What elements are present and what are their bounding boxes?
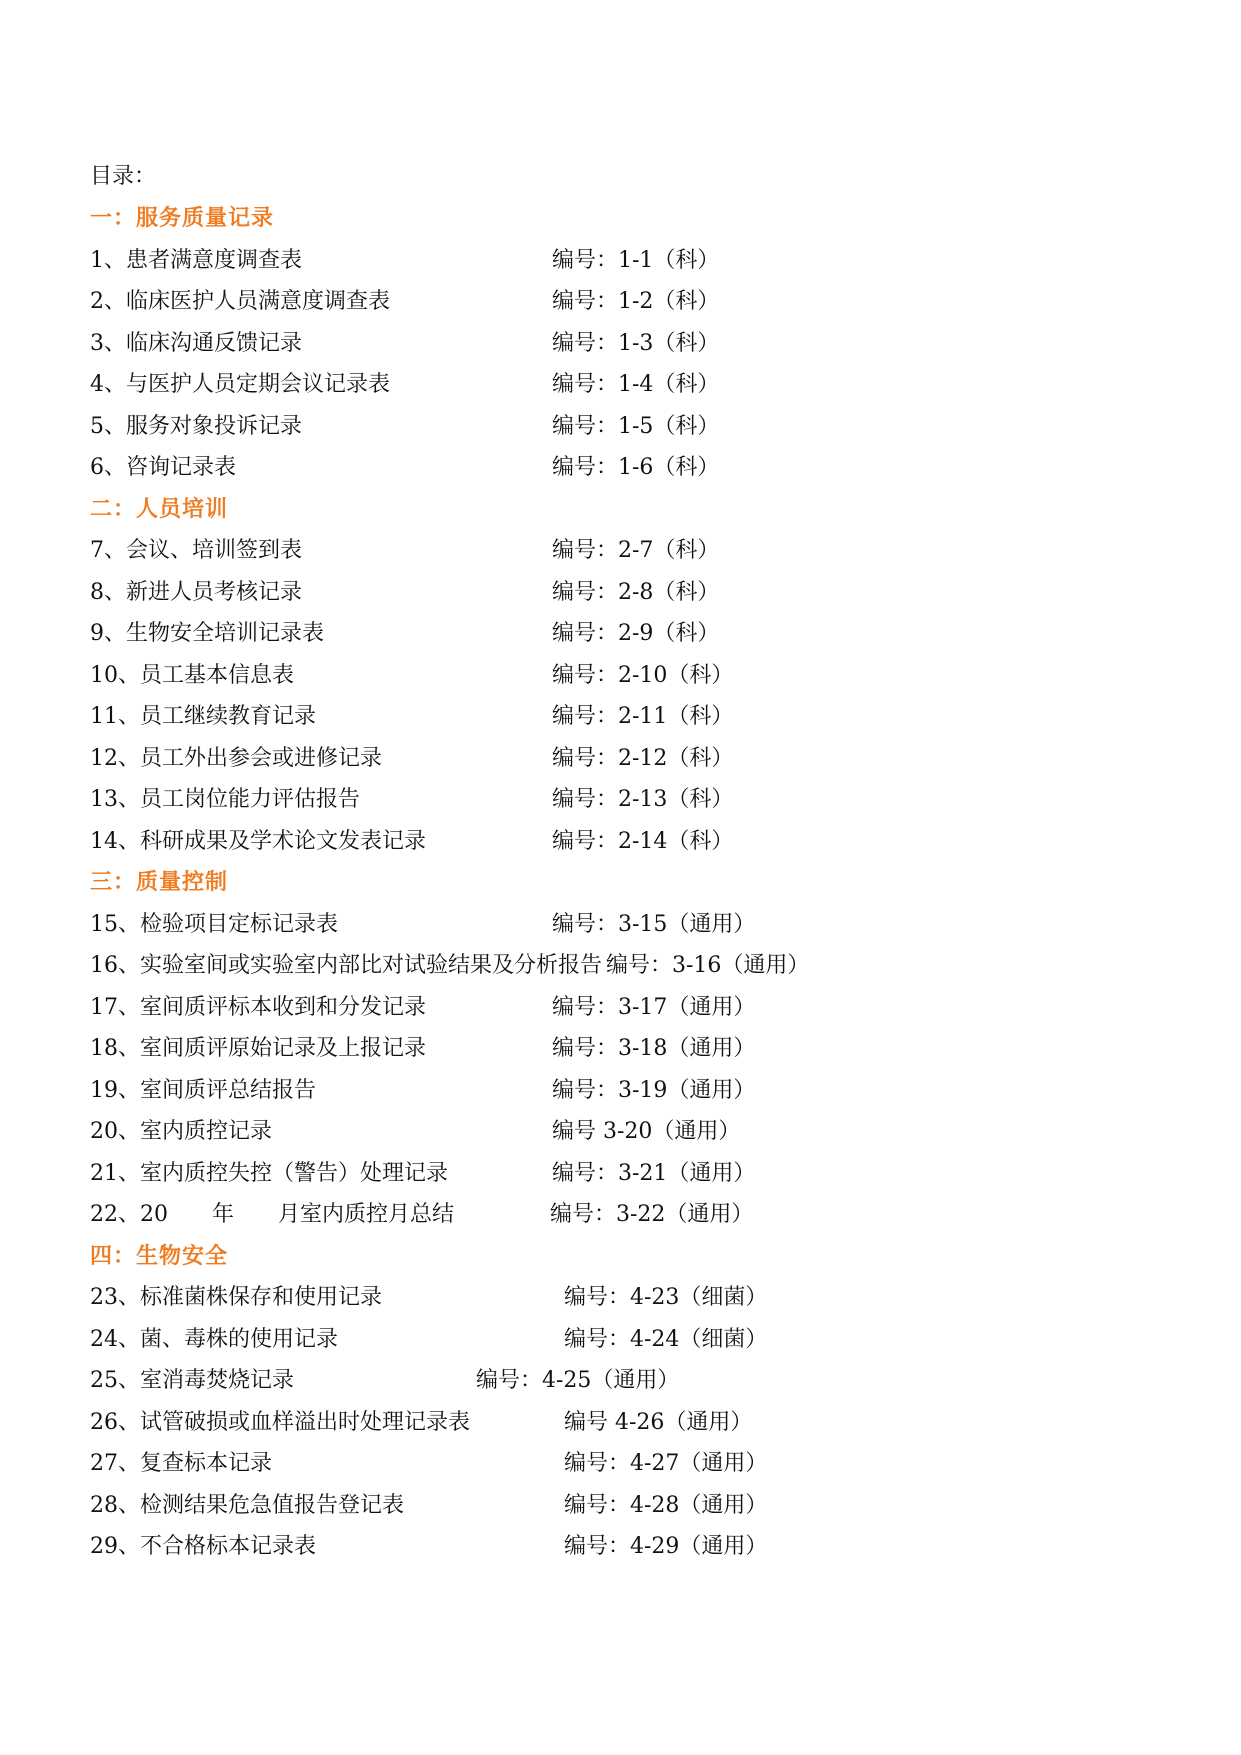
section-heading-text: 二：人员培训 bbox=[90, 495, 229, 522]
toc-entry-label: 29、不合格标本记录表 bbox=[90, 1534, 316, 1559]
toc-entry-code: 编号：4-24（细菌） bbox=[564, 1326, 768, 1352]
toc-entry-code: 编号：3-22（通用） bbox=[550, 1202, 754, 1227]
toc-entry bbox=[0, 904, 1241, 946]
toc-entry bbox=[0, 779, 1241, 821]
toc-entry bbox=[0, 1443, 1241, 1485]
toc-entry-label: 9、生物安全培训记录表 bbox=[90, 621, 324, 646]
toc-entry-code: 编号：4-25（通用） bbox=[476, 1368, 680, 1393]
toc-entry-label: 22、20 年 月室内质控月总结 bbox=[90, 1202, 454, 1227]
toc-entry bbox=[0, 613, 1241, 655]
toc-entry-code: 编号 3-20（通用） bbox=[552, 1119, 741, 1144]
toc-entry bbox=[0, 1028, 1241, 1070]
toc-entry bbox=[0, 447, 1241, 489]
section-heading-text: 四：生物安全 bbox=[90, 1242, 229, 1269]
toc-entry-code: 编号 4-26（通用） bbox=[564, 1409, 753, 1435]
toc-entry-code: 编号：2-14（科） bbox=[552, 828, 734, 854]
toc-entry bbox=[0, 1111, 1241, 1153]
toc-entry-code: 编号：1-6（科） bbox=[552, 455, 720, 480]
toc-entry-code: 编号：2-9（科） bbox=[552, 621, 720, 646]
toc-entry bbox=[0, 738, 1241, 780]
toc-entry-label: 6、咨询记录表 bbox=[90, 455, 236, 480]
toc-entry-label: 18、室间质评原始记录及上报记录 bbox=[90, 1036, 426, 1061]
toc-entry-label: 2、临床医护人员满意度调查表 bbox=[90, 289, 390, 314]
toc-entry-label: 15、检验项目定标记录表 bbox=[90, 911, 338, 937]
toc-entry bbox=[0, 821, 1241, 863]
toc-entry-code: 编号：4-28（通用） bbox=[564, 1492, 768, 1518]
toc-entry-label: 23、标准菌株保存和使用记录 bbox=[90, 1285, 382, 1310]
toc-entry bbox=[0, 572, 1241, 614]
section-heading-text: 三：质量控制 bbox=[90, 869, 229, 895]
toc-entry bbox=[0, 696, 1241, 738]
toc-entry-code: 编号：3-18（通用） bbox=[552, 1036, 756, 1061]
toc-entry bbox=[0, 1194, 1241, 1236]
toc-entry-label: 24、菌、毒株的使用记录 bbox=[90, 1326, 338, 1352]
toc-entry-label: 1、患者满意度调查表 bbox=[90, 247, 302, 273]
toc-entry-code: 编号：1-5（科） bbox=[552, 413, 720, 439]
toc-entry-code: 编号：3-19（通用） bbox=[552, 1077, 756, 1103]
toc-entry bbox=[0, 281, 1241, 323]
toc-entry-label: 17、室间质评标本收到和分发记录 bbox=[90, 994, 426, 1020]
toc-entry-label: 12、员工外出参会或进修记录 bbox=[90, 745, 382, 771]
toc-entry bbox=[0, 364, 1241, 406]
toc-entry-label: 21、室内质控失控（警告）处理记录 bbox=[90, 1160, 448, 1186]
toc-entry-code: 编号：3-21（通用） bbox=[552, 1160, 756, 1186]
toc-entry-code: 编号：3-17（通用） bbox=[552, 994, 756, 1020]
toc-entry bbox=[0, 240, 1241, 282]
toc-entry bbox=[0, 1153, 1241, 1195]
toc-entry-label bbox=[90, 945, 809, 987]
toc-entry-code: 编号：4-23（细菌） bbox=[564, 1285, 768, 1310]
toc-entry bbox=[0, 323, 1241, 365]
toc-entry-code: 编号：3-16（通用） bbox=[606, 953, 810, 978]
toc-entry-code: 编号：2-7（科） bbox=[552, 538, 720, 563]
toc-entry bbox=[0, 945, 1241, 987]
toc-entry-label: 20、室内质控记录 bbox=[90, 1119, 272, 1144]
toc-entry-code: 编号：2-10（科） bbox=[552, 662, 734, 688]
toc-entry-code: 编号：2-13（科） bbox=[552, 787, 734, 812]
toc-entry-code: 编号：1-4（科） bbox=[552, 372, 720, 397]
section-heading bbox=[0, 862, 1241, 904]
toc-entry-label: 8、新进人员考核记录 bbox=[90, 579, 302, 605]
toc-entry bbox=[0, 1360, 1241, 1402]
toc-entry-label: 27、复查标本记录 bbox=[90, 1451, 272, 1476]
toc-entry-label: 26、试管破损或血样溢出时处理记录表 bbox=[90, 1409, 470, 1435]
toc-entry bbox=[0, 1319, 1241, 1361]
toc-entry-label: 3、临床沟通反馈记录 bbox=[90, 330, 302, 356]
toc-entry-label: 13、员工岗位能力评估报告 bbox=[90, 787, 360, 812]
toc-entry-label: 4、与医护人员定期会议记录表 bbox=[90, 372, 390, 397]
section-heading bbox=[0, 198, 1241, 240]
toc-entry-code: 编号：2-11（科） bbox=[552, 704, 734, 729]
toc-entry bbox=[0, 1485, 1241, 1527]
toc-entry bbox=[0, 406, 1241, 448]
toc-title: 目录： bbox=[90, 164, 157, 189]
section-heading-text: 一：服务质量记录 bbox=[90, 205, 275, 231]
toc-entry bbox=[0, 530, 1241, 572]
section-heading bbox=[0, 1236, 1241, 1278]
toc-entry-label: 28、检测结果危急值报告登记表 bbox=[90, 1492, 404, 1518]
toc-entry-code: 编号：1-2（科） bbox=[552, 289, 720, 314]
toc-entry-label: 25、室消毒焚烧记录 bbox=[90, 1368, 294, 1393]
toc-entry bbox=[0, 1526, 1241, 1568]
toc-entry-code: 编号：3-15（通用） bbox=[552, 911, 756, 937]
toc-entry-label: 5、服务对象投诉记录 bbox=[90, 413, 302, 439]
toc-entry-label: 14、科研成果及学术论文发表记录 bbox=[90, 828, 426, 854]
toc-entry-label-text: 16、实验室间或实验室内部比对试验结果及分析报告 bbox=[90, 953, 602, 978]
toc-entry-label: 19、室间质评总结报告 bbox=[90, 1077, 316, 1103]
toc-entry-code: 编号：2-12（科） bbox=[552, 745, 734, 771]
toc-entry-code: 编号：4-29（通用） bbox=[564, 1534, 768, 1559]
toc-entry bbox=[0, 1277, 1241, 1319]
toc-entry bbox=[0, 1402, 1241, 1444]
toc-entry bbox=[0, 1070, 1241, 1112]
toc-list bbox=[0, 198, 1241, 1568]
toc-entry bbox=[0, 987, 1241, 1029]
section-heading bbox=[0, 489, 1241, 531]
toc-entry-code: 编号：1-1（科） bbox=[552, 247, 720, 273]
toc-entry-label: 7、会议、培训签到表 bbox=[90, 538, 302, 563]
toc-entry-code: 编号：4-27（通用） bbox=[564, 1451, 768, 1476]
toc-entry bbox=[0, 655, 1241, 697]
toc-entry-code: 编号：2-8（科） bbox=[552, 579, 720, 605]
toc-entry-label: 11、员工继续教育记录 bbox=[90, 704, 316, 729]
toc-entry-label: 10、员工基本信息表 bbox=[90, 662, 294, 688]
toc-entry-code: 编号：1-3（科） bbox=[552, 330, 720, 356]
